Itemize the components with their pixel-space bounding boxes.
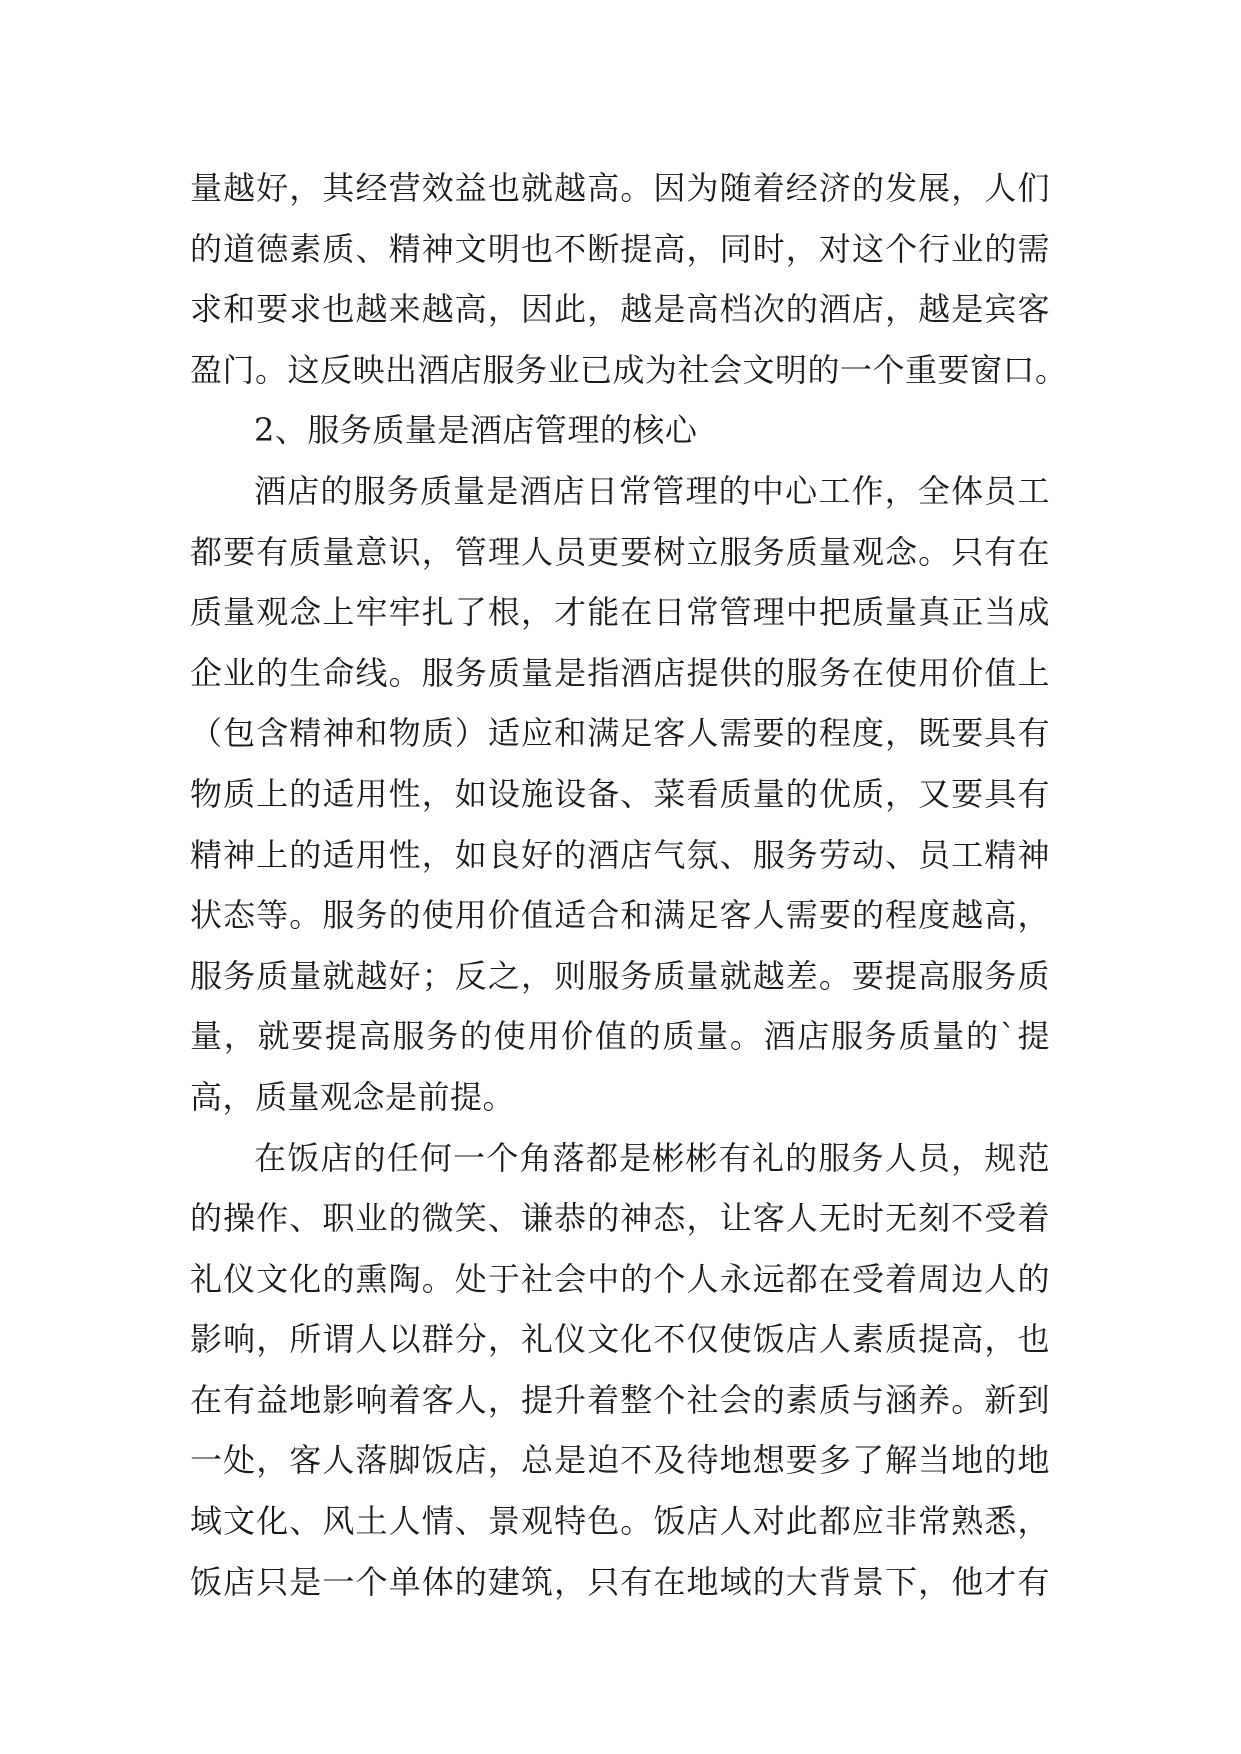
text-line: 企业的生命线。服务质量是指酒店提供的服务在使用价值上 xyxy=(190,653,1050,692)
text-line: 质量观念上牢牢扎了根，才能在日常管理中把质量真正当成 xyxy=(190,593,1050,632)
text-line: 域文化、风土人情、景观特色。饭店人对此都应非常熟悉， xyxy=(190,1502,1050,1541)
text-line: 高，质量观念是前提。 xyxy=(190,1077,516,1116)
text-line: 量越好，其经营效益也就越高。因为随着经济的发展，人们 xyxy=(190,169,1050,207)
text-line: 在有益地影响着客人，提升着整个社会的素质与涵养。新到 xyxy=(190,1380,1050,1419)
text-line: 求和要求也越来越高，因此，越是高档次的酒店，越是宾客 xyxy=(190,290,1050,329)
text-line: 物质上的适用性，如设施设备、菜看质量的优质，又要具有 xyxy=(190,774,1050,813)
text-line: 在饭店的任何一个角落都是彬彬有礼的服务人员，规范 xyxy=(254,1138,1050,1177)
text-line: 都要有质量意识，管理人员更要树立服务质量观念。只有在 xyxy=(190,532,1050,571)
text-line: 的操作、职业的微笑、谦恭的神态，让客人无时无刻不受着 xyxy=(190,1199,1050,1238)
text-line: 酒店的服务质量是酒店日常管理的中心工作，全体员工 xyxy=(254,471,1050,510)
text-line: 状态等。服务的使用价值适合和满足客人需要的程度越高， xyxy=(190,896,1050,935)
text-line: 礼仪文化的熏陶。处于社会中的个人永远都在受着周边人的 xyxy=(190,1259,1050,1298)
text-line: 盈门。这反映出酒店服务业已成为社会文明的一个重要窗口。 xyxy=(190,350,1068,389)
text-line: 精神上的适用性，如良好的酒店气氛、服务劳动、员工精神 xyxy=(190,835,1050,874)
text-line: （包含精神和物质）适应和满足客人需要的程度，既要具有 xyxy=(190,714,1050,753)
text-line: 量，就要提高服务的使用价值的质量。酒店服务质量的`提 xyxy=(190,1017,1050,1056)
body-text xyxy=(190,158,1068,1612)
section-heading: 2、服务质量是酒店管理的核心 xyxy=(254,411,698,450)
text-line: 饭店只是一个单体的建筑，只有在地域的大背景下，他才有 xyxy=(190,1562,1050,1601)
text-line: 影响，所谓人以群分，礼仪文化不仅使饭店人素质提高，也 xyxy=(190,1320,1050,1359)
text-line: 服务质量就越好；反之，则服务质量就越差。要提高服务质 xyxy=(190,956,1050,995)
text-line: 的道德素质、精神文明也不断提高，同时，对这个行业的需 xyxy=(190,229,1050,268)
text-line: 一处，客人落脚饭店，总是迫不及待地想要多了解当地的地 xyxy=(190,1441,1050,1480)
